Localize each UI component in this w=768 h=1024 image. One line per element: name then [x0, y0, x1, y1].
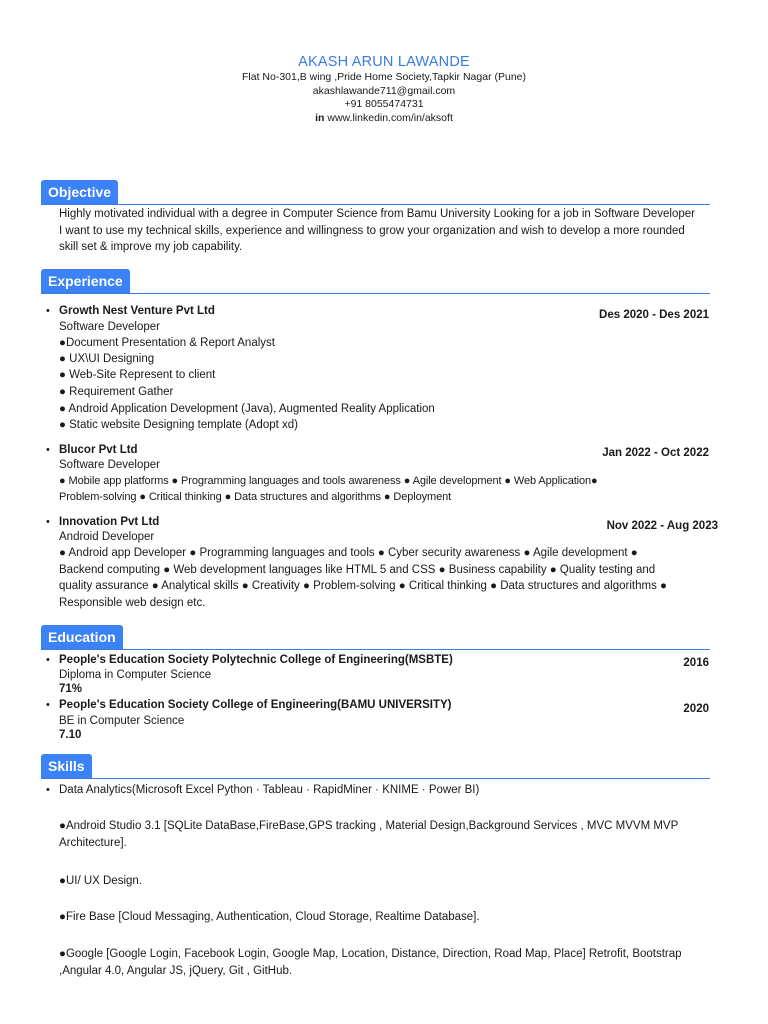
education-heading: Education	[41, 625, 123, 649]
phone: +91 8055474731	[344, 98, 424, 111]
education-section-header	[41, 625, 710, 650]
education-degree: BE in Computer Science	[59, 715, 185, 727]
education-degree: Diploma in Computer Science	[59, 669, 212, 681]
job-role: Android Developer	[59, 531, 155, 543]
experience-section-header	[41, 269, 710, 294]
bullet-icon: •	[46, 784, 50, 796]
objective-section-header	[41, 180, 710, 205]
bullet-icon: •	[46, 305, 50, 317]
skill-item: ●Android Studio 3.1 [SQLite DataBase,FireBase,GPS tracking , Material Design,Background Services , MVC MVVM MVP Architecture].	[59, 820, 679, 849]
linkedin-line	[0, 112, 768, 126]
job-duty: ● Web-Site Represent to client	[59, 369, 216, 381]
resume-header	[0, 54, 768, 126]
skill-item: Data Analytics(Microsoft Excel Python · Tableau · RapidMiner · KNIME · Power BI)	[59, 784, 480, 796]
job-duty: ● UX\UI Designing	[59, 353, 155, 365]
education-year: 2016	[683, 657, 709, 669]
skill-item: ●UI/ UX Design.	[59, 875, 142, 887]
job-duty: ●Document Presentation & Report Analyst	[59, 337, 275, 349]
bullet-icon: •	[46, 516, 50, 528]
job-duty: ● Requirement Gather	[59, 386, 174, 398]
bullet-icon: •	[46, 699, 50, 711]
job-date: Des 2020 - Des 2021	[599, 309, 709, 321]
education-school: People's Education Society College of Engineering(BAMU UNIVERSITY)	[59, 699, 452, 711]
job-company: Innovation Pvt Ltd	[59, 516, 160, 528]
job-duty: ● Static website Designing template (Adopt xd)	[59, 419, 298, 431]
job-role: Software Developer	[59, 459, 160, 471]
job-company: Blucor Pvt Ltd	[59, 444, 138, 456]
job-role: Software Developer	[59, 321, 160, 333]
experience-heading: Experience	[41, 269, 130, 293]
job-skills-line: ● Mobile app platforms ● Programming languages and tools awareness ● Agile development ● Web Application●	[59, 475, 598, 487]
bullet-icon: •	[46, 654, 50, 666]
objective-heading: Objective	[41, 180, 118, 204]
education-year: 2020	[683, 703, 709, 715]
address: Flat No-301,B wing ,Pride Home Society,Tapkir Nagar (Pune)	[241, 71, 526, 83]
job-description: ● Android app Developer ● Programming languages and tools ● Cyber security awareness ● Agile development ● Backend computing ● Web development languages like HTML 5 and CSS ● Business capability ● Quality testing and quality assurance ● Analytical skills ● Creativity ● Problem-solving ● Critical thinking ● Data structures and algorithms ● Responsible web design etc.	[59, 547, 667, 609]
skill-item: ●Google [Google Login, Facebook Login, Google Map, Location, Distance, Direction, Road Map, Place] Retrofit, Bootstrap ,Angular 4.0, Angular JS, jQuery, Git , GitHub.	[59, 948, 682, 977]
bullet-icon: •	[46, 444, 50, 456]
job-date: Jan 2022 - Oct 2022	[602, 447, 709, 459]
objective-text: Highly motivated individual with a degree in Computer Science from Bamu University Looking for a job in Software Developer I want to use my technical skills, experience and willingness to grow your organization and wish to develop a more rounded skill set & improve my job capability.	[59, 208, 696, 254]
education-score: 7.10	[59, 729, 82, 741]
job-duty: ● Android Application Development (Java), Augmented Reality Application	[59, 403, 435, 415]
job-skills-line: Problem-solving ● Critical thinking ● Data structures and algorithms ● Deployment	[59, 491, 452, 503]
education-score: 71%	[59, 683, 83, 695]
job-company: Growth Nest Venture Pvt Ltd	[59, 305, 215, 317]
linkedin-icon: in	[315, 112, 325, 125]
education-school: People's Education Society Polytechnic College of Engineering(MSBTE)	[59, 654, 453, 666]
skill-item: ●Fire Base [Cloud Messaging, Authentication, Cloud Storage, Realtime Database].	[59, 911, 480, 923]
skills-section-header	[41, 754, 710, 779]
job-date: Nov 2022 - Aug 2023	[606, 520, 718, 532]
email: akashlawande711@gmail.com	[312, 84, 456, 97]
candidate-name: AKASH ARUN LAWANDE	[298, 54, 470, 70]
skills-heading: Skills	[41, 754, 92, 778]
linkedin-url[interactable]: www.linkedin.com/in/aksoft	[327, 112, 453, 125]
